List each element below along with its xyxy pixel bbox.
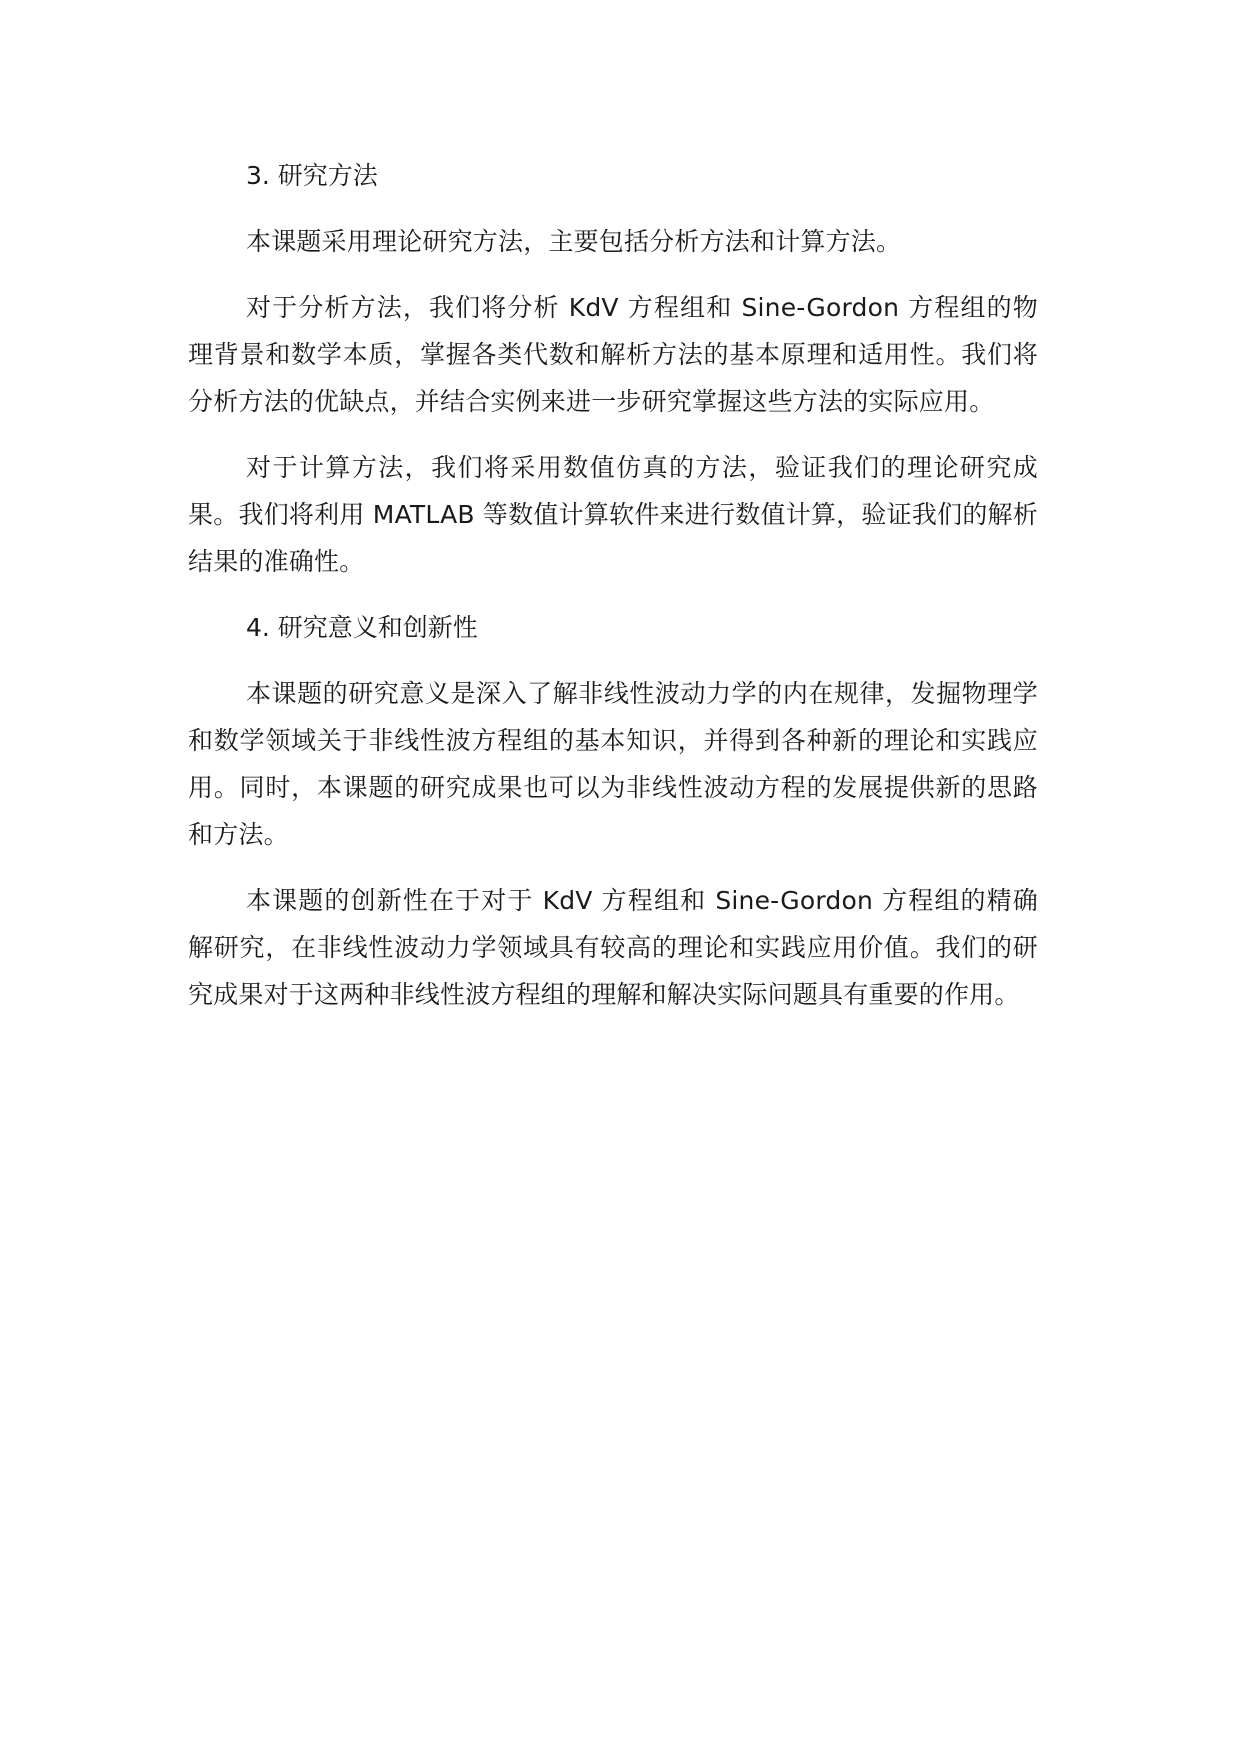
paragraph-computation-methods: 对于计算方法，我们将采用数值仿真的方法，验证我们的理论研究成果。我们将利用 MATLAB 等数值计算软件来进行数值计算，验证我们的解析结果的准确性。 xyxy=(188,453,1038,576)
paragraph-innovation: 本课题的创新性在于对于 KdV 方程组和 Sine-Gordon 方程组的精确解研究，在非线性波动力学领域具有较高的理论和实践应用价值。我们的研究成果对于这两种非线性波方程组的理解和解决实际问题具有重要的作用。 xyxy=(188,886,1038,1009)
document-body xyxy=(188,152,1038,1037)
paragraph-method-overview: 本课题采用理论研究方法，主要包括分析方法和计算方法。 xyxy=(246,227,902,256)
paragraph-analysis-methods: 对于分析方法，我们将分析 KdV 方程组和 Sine-Gordon 方程组的物理背景和数学本质，掌握各类代数和解析方法的基本原理和适用性。我们将分析方法的优缺点，并结合实例来进一步研究掌握这些方法的实际应用。 xyxy=(188,293,1038,416)
paragraph-research-significance: 本课题的研究意义是深入了解非线性波动力学的内在规律，发掘物理学和数学领域关于非线性波方程组的基本知识，并得到各种新的理论和实践应用。同时，本课题的研究成果也可以为非线性波动方程的发展提供新的思路和方法。 xyxy=(188,679,1038,849)
section-heading-research-methods: 3. 研究方法 xyxy=(246,161,378,190)
section-heading-significance-innovation: 4. 研究意义和创新性 xyxy=(246,613,478,642)
